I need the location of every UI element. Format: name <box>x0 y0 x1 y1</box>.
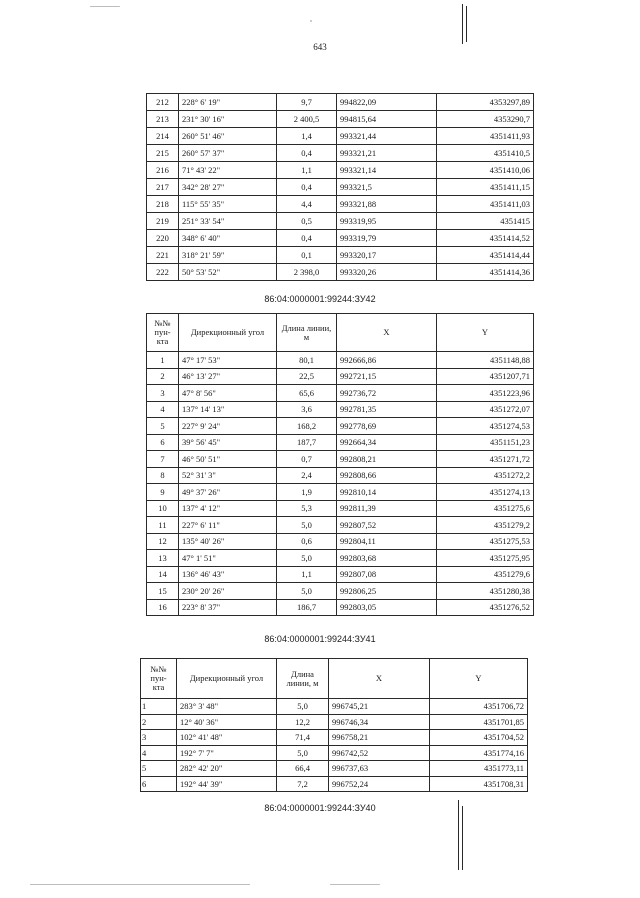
table-row <box>147 599 534 616</box>
direction-angle-cell: 47° 1' 51" <box>179 550 277 567</box>
scan-margin-line <box>466 6 467 42</box>
point-number-cell: 7 <box>147 451 179 468</box>
point-number-cell: 14 <box>147 566 179 583</box>
table-row <box>147 264 534 281</box>
x-coordinate-cell: 992808,66 <box>337 467 437 484</box>
y-coordinate-cell: 4351276,52 <box>437 599 534 616</box>
line-length-cell: 5,0 <box>277 583 337 600</box>
x-coordinate-cell: 993321,21 <box>337 145 437 162</box>
coordinates-table-zu41 <box>146 313 534 616</box>
y-coordinate-cell: 4351414,36 <box>437 264 534 281</box>
x-coordinate-cell: 992811,39 <box>337 500 437 517</box>
x-coordinate-cell: 996742,52 <box>329 745 430 761</box>
header-point-number: №№ пун- кта <box>141 659 177 699</box>
table-row <box>147 583 534 600</box>
table-caption: 86:04:0000001:99244:ЗУ40 <box>264 803 376 813</box>
point-number-cell: 16 <box>147 599 179 616</box>
y-coordinate-cell: 4351275,53 <box>437 533 534 550</box>
y-coordinate-cell: 4351410,5 <box>437 145 534 162</box>
x-coordinate-cell: 993320,26 <box>337 264 437 281</box>
y-coordinate-cell: 4351279,2 <box>437 517 534 534</box>
x-coordinate-cell: 994815,64 <box>337 111 437 128</box>
y-coordinate-cell: 4351279,6 <box>437 566 534 583</box>
line-length-cell: 9,7 <box>277 94 337 111</box>
table-row <box>147 128 534 145</box>
point-number-cell: 5 <box>141 761 177 777</box>
x-coordinate-cell: 993321,14 <box>337 162 437 179</box>
point-number-cell: 219 <box>147 213 179 230</box>
line-length-cell: 1,9 <box>277 484 337 501</box>
point-number-cell: 1 <box>141 699 177 715</box>
direction-angle-cell: 228° 6' 19" <box>179 94 277 111</box>
y-coordinate-cell: 4351411,15 <box>437 179 534 196</box>
table-row <box>147 550 534 567</box>
line-length-cell: 2,4 <box>277 467 337 484</box>
y-coordinate-cell: 4351410,06 <box>437 162 534 179</box>
point-number-cell: 8 <box>147 467 179 484</box>
table-row <box>147 111 534 128</box>
direction-angle-cell: 71° 43' 22" <box>179 162 277 179</box>
table-row <box>147 517 534 534</box>
x-coordinate-cell: 992666,86 <box>337 352 437 369</box>
direction-angle-cell: 47° 17' 53" <box>179 352 277 369</box>
table-row <box>141 730 528 746</box>
direction-angle-cell: 46° 13' 27" <box>179 368 277 385</box>
y-coordinate-cell: 4351207,71 <box>437 368 534 385</box>
y-coordinate-cell: 4351701,85 <box>430 714 528 730</box>
point-number-cell: 215 <box>147 145 179 162</box>
header-direction-angle: Дирекционный угол <box>177 659 277 699</box>
line-length-cell: 7,2 <box>277 776 329 792</box>
y-coordinate-cell: 4351280,38 <box>437 583 534 600</box>
y-coordinate-cell: 4351411,03 <box>437 196 534 213</box>
y-coordinate-cell: 4351774,16 <box>430 745 528 761</box>
header-x: X <box>337 314 437 352</box>
point-number-cell: 5 <box>147 418 179 435</box>
table-row <box>147 533 534 550</box>
x-coordinate-cell: 996752,24 <box>329 776 430 792</box>
direction-angle-cell: 260° 51' 46" <box>179 128 277 145</box>
x-coordinate-cell: 992804,11 <box>337 533 437 550</box>
line-length-cell: 5,0 <box>277 550 337 567</box>
x-coordinate-cell: 996746,34 <box>329 714 430 730</box>
table-row <box>147 385 534 402</box>
y-coordinate-cell: 4351773,11 <box>430 761 528 777</box>
point-number-cell: 6 <box>141 776 177 792</box>
x-coordinate-cell: 993319,95 <box>337 213 437 230</box>
coordinates-table-zu40 <box>140 658 528 792</box>
line-length-cell: 1,1 <box>277 566 337 583</box>
table-row <box>147 213 534 230</box>
direction-angle-cell: 348° 6' 40" <box>179 230 277 247</box>
table-row <box>147 94 534 111</box>
direction-angle-cell: 39° 56' 45" <box>179 434 277 451</box>
direction-angle-cell: 231° 30' 16" <box>179 111 277 128</box>
header-y: Y <box>430 659 528 699</box>
table-row <box>141 761 528 777</box>
table-row <box>147 179 534 196</box>
x-coordinate-cell: 992736,72 <box>337 385 437 402</box>
x-coordinate-cell: 992721,15 <box>337 368 437 385</box>
y-coordinate-cell: 4351275,6 <box>437 500 534 517</box>
direction-angle-cell: 46° 50' 51" <box>179 451 277 468</box>
direction-angle-cell: 342° 28' 27" <box>179 179 277 196</box>
point-number-cell: 4 <box>141 745 177 761</box>
x-coordinate-cell: 996745,21 <box>329 699 430 715</box>
table-row <box>147 352 534 369</box>
line-length-cell: 2 398,0 <box>277 264 337 281</box>
x-coordinate-cell: 992664,34 <box>337 434 437 451</box>
point-number-cell: 212 <box>147 94 179 111</box>
table-row <box>147 247 534 264</box>
point-number-cell: 218 <box>147 196 179 213</box>
direction-angle-cell: 192° 44' 39" <box>177 776 277 792</box>
y-coordinate-cell: 4351271,72 <box>437 451 534 468</box>
y-coordinate-cell: 4351272,07 <box>437 401 534 418</box>
direction-angle-cell: 192° 7' 7" <box>177 745 277 761</box>
line-length-cell: 1,4 <box>277 128 337 145</box>
point-number-cell: 214 <box>147 128 179 145</box>
x-coordinate-cell: 993321,88 <box>337 196 437 213</box>
line-length-cell: 0,4 <box>277 179 337 196</box>
point-number-cell: 2 <box>147 368 179 385</box>
scan-speck <box>30 884 250 885</box>
table-caption: 86:04:0000001:99244:ЗУ41 <box>264 634 376 644</box>
direction-angle-cell: 137° 4' 12" <box>179 500 277 517</box>
line-length-cell: 71,4 <box>277 730 329 746</box>
point-number-cell: 15 <box>147 583 179 600</box>
direction-angle-cell: 318° 21' 59" <box>179 247 277 264</box>
x-coordinate-cell: 993321,5 <box>337 179 437 196</box>
direction-angle-cell: 227° 6' 11" <box>179 517 277 534</box>
point-number-cell: 6 <box>147 434 179 451</box>
x-coordinate-cell: 992807,08 <box>337 566 437 583</box>
y-coordinate-cell: 4351414,52 <box>437 230 534 247</box>
table-row <box>141 699 528 715</box>
point-number-cell: 2 <box>141 714 177 730</box>
line-length-cell: 12,2 <box>277 714 329 730</box>
page-number: 643 <box>313 42 327 52</box>
direction-angle-cell: 135° 40' 26" <box>179 533 277 550</box>
y-coordinate-cell: 4351414,44 <box>437 247 534 264</box>
direction-angle-cell: 251° 33' 54" <box>179 213 277 230</box>
header-line-length: Длина линии, м <box>277 314 337 352</box>
line-length-cell: 5,3 <box>277 500 337 517</box>
direction-angle-cell: 223° 8' 37" <box>179 599 277 616</box>
table-row <box>147 230 534 247</box>
table-row <box>147 434 534 451</box>
header-x: X <box>329 659 430 699</box>
header-point-number: №№ пун- кта <box>147 314 179 352</box>
y-coordinate-cell: 4351223,96 <box>437 385 534 402</box>
scan-margin-line <box>462 4 463 44</box>
point-number-cell: 12 <box>147 533 179 550</box>
line-length-cell: 168,2 <box>277 418 337 435</box>
x-coordinate-cell: 992778,69 <box>337 418 437 435</box>
point-number-cell: 4 <box>147 401 179 418</box>
point-number-cell: 220 <box>147 230 179 247</box>
y-coordinate-cell: 4351706,72 <box>430 699 528 715</box>
direction-angle-cell: 49° 37' 26" <box>179 484 277 501</box>
point-number-cell: 9 <box>147 484 179 501</box>
y-coordinate-cell: 4351151,23 <box>437 434 534 451</box>
y-coordinate-cell: 4351148,88 <box>437 352 534 369</box>
x-coordinate-cell: 993321,44 <box>337 128 437 145</box>
line-length-cell: 0,4 <box>277 145 337 162</box>
table-row <box>147 418 534 435</box>
scan-speck <box>90 6 120 7</box>
point-number-cell: 10 <box>147 500 179 517</box>
y-coordinate-cell: 4351708,31 <box>430 776 528 792</box>
coordinates-table-continued <box>146 93 534 281</box>
x-coordinate-cell: 992807,52 <box>337 517 437 534</box>
table-row <box>147 196 534 213</box>
table-caption: 86:04:0000001:99244:ЗУ42 <box>264 294 376 304</box>
direction-angle-cell: 230° 20' 26" <box>179 583 277 600</box>
table-row <box>147 467 534 484</box>
line-length-cell: 80,1 <box>277 352 337 369</box>
direction-angle-cell: 136° 46' 43" <box>179 566 277 583</box>
line-length-cell: 187,7 <box>277 434 337 451</box>
point-number-cell: 1 <box>147 352 179 369</box>
x-coordinate-cell: 993319,79 <box>337 230 437 247</box>
direction-angle-cell: 12° 40' 36" <box>177 714 277 730</box>
line-length-cell: 0,5 <box>277 213 337 230</box>
direction-angle-cell: 227° 9' 24" <box>179 418 277 435</box>
line-length-cell: 65,6 <box>277 385 337 402</box>
scan-speck <box>330 884 380 885</box>
x-coordinate-cell: 992781,35 <box>337 401 437 418</box>
y-coordinate-cell: 4351272,2 <box>437 467 534 484</box>
direction-angle-cell: 52° 31' 3" <box>179 467 277 484</box>
y-coordinate-cell: 4353297,89 <box>437 94 534 111</box>
table-row <box>147 368 534 385</box>
table-row <box>141 714 528 730</box>
table-row <box>147 500 534 517</box>
table-row <box>147 401 534 418</box>
point-number-cell: 221 <box>147 247 179 264</box>
table-row <box>147 451 534 468</box>
line-length-cell: 1,1 <box>277 162 337 179</box>
point-number-cell: 3 <box>147 385 179 402</box>
table-row <box>141 745 528 761</box>
header-direction-angle: Дирекционный угол <box>179 314 277 352</box>
line-length-cell: 3,6 <box>277 401 337 418</box>
point-number-cell: 11 <box>147 517 179 534</box>
x-coordinate-cell: 996758,21 <box>329 730 430 746</box>
line-length-cell: 5,0 <box>277 517 337 534</box>
line-length-cell: 5,0 <box>277 699 329 715</box>
point-number-cell: 3 <box>141 730 177 746</box>
x-coordinate-cell: 992806,25 <box>337 583 437 600</box>
direction-angle-cell: 137° 14' 13" <box>179 401 277 418</box>
line-length-cell: 0,1 <box>277 247 337 264</box>
y-coordinate-cell: 4351274,53 <box>437 418 534 435</box>
line-length-cell: 5,0 <box>277 745 329 761</box>
point-number-cell: 213 <box>147 111 179 128</box>
y-coordinate-cell: 4351275,95 <box>437 550 534 567</box>
line-length-cell: 22,5 <box>277 368 337 385</box>
direction-angle-cell: 50° 53' 52" <box>179 264 277 281</box>
line-length-cell: 4,4 <box>277 196 337 213</box>
x-coordinate-cell: 994822,09 <box>337 94 437 111</box>
direction-angle-cell: 47° 8' 56" <box>179 385 277 402</box>
direction-angle-cell: 102° 41' 48" <box>177 730 277 746</box>
y-coordinate-cell: 4351704,52 <box>430 730 528 746</box>
y-coordinate-cell: 4351415 <box>437 213 534 230</box>
line-length-cell: 186,7 <box>277 599 337 616</box>
line-length-cell: 66,4 <box>277 761 329 777</box>
direction-angle-cell: 282° 42' 20" <box>177 761 277 777</box>
table-row <box>147 162 534 179</box>
point-number-cell: 217 <box>147 179 179 196</box>
x-coordinate-cell: 992808,21 <box>337 451 437 468</box>
direction-angle-cell: 260° 57' 37" <box>179 145 277 162</box>
line-length-cell: 0,6 <box>277 533 337 550</box>
x-coordinate-cell: 992803,05 <box>337 599 437 616</box>
x-coordinate-cell: 996737,63 <box>329 761 430 777</box>
scan-margin-line <box>462 806 463 870</box>
x-coordinate-cell: 992810,14 <box>337 484 437 501</box>
direction-angle-cell: 115° 55' 35" <box>179 196 277 213</box>
scan-speck <box>310 20 312 22</box>
point-number-cell: 216 <box>147 162 179 179</box>
y-coordinate-cell: 4351274,13 <box>437 484 534 501</box>
line-length-cell: 0,7 <box>277 451 337 468</box>
line-length-cell: 0,4 <box>277 230 337 247</box>
x-coordinate-cell: 992803,68 <box>337 550 437 567</box>
table-row <box>147 566 534 583</box>
table-row <box>147 484 534 501</box>
header-line-length: Длина линии, м <box>277 659 329 699</box>
table-row <box>141 776 528 792</box>
y-coordinate-cell: 4353290,7 <box>437 111 534 128</box>
header-y: Y <box>437 314 534 352</box>
table-row <box>147 145 534 162</box>
y-coordinate-cell: 4351411,93 <box>437 128 534 145</box>
line-length-cell: 2 400,5 <box>277 111 337 128</box>
point-number-cell: 222 <box>147 264 179 281</box>
point-number-cell: 13 <box>147 550 179 567</box>
direction-angle-cell: 283° 3' 48" <box>177 699 277 715</box>
x-coordinate-cell: 993320,17 <box>337 247 437 264</box>
